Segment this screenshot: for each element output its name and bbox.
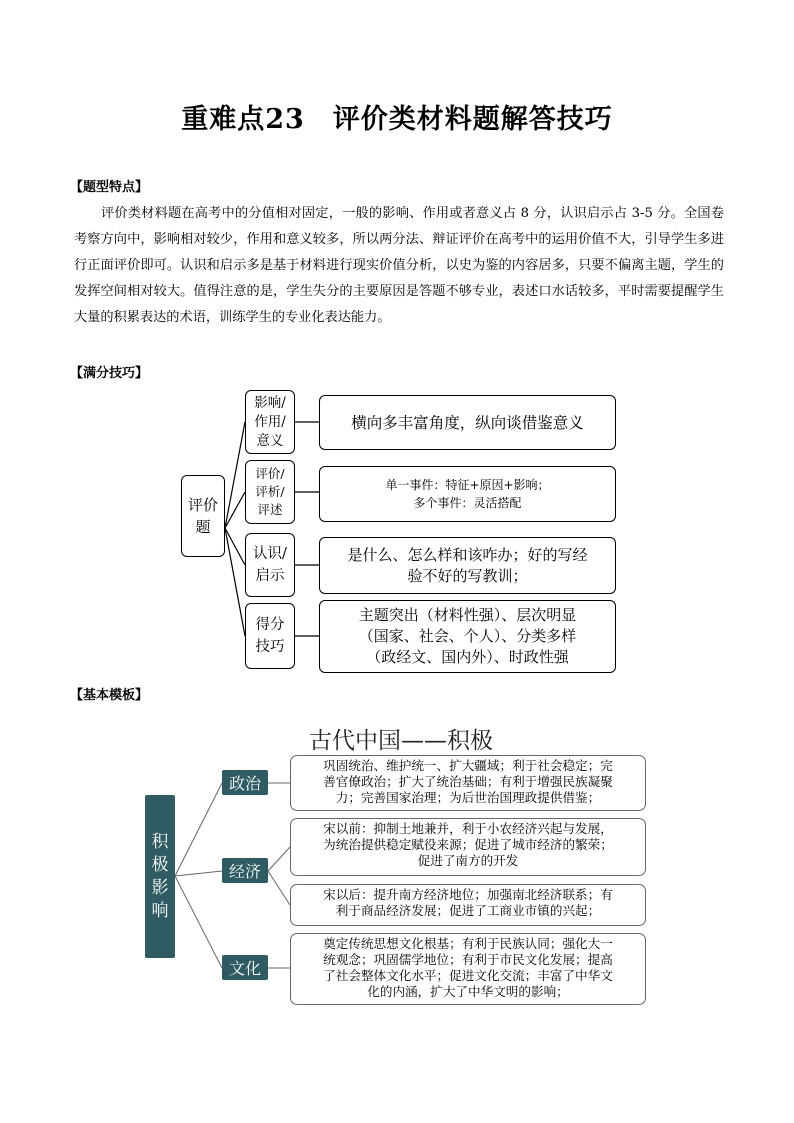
- leaf-line: （政经文、国内外）、时政性强: [366, 648, 569, 666]
- box-line: 力；完善国家治理；为后世治国理政提供借鉴；: [335, 790, 601, 805]
- box-line: 巩固统治、维护统一、扩大疆域；利于社会稳定；完: [323, 758, 613, 773]
- node-influence: [245, 390, 295, 454]
- root-char: 极: [151, 854, 169, 875]
- category-politics: 政治: [222, 770, 268, 795]
- root-char: 积: [151, 831, 169, 852]
- root-char: 响: [151, 900, 169, 921]
- economy-pre-song-box: [290, 818, 646, 876]
- node-line: 评述: [257, 502, 283, 517]
- category-economy: 经济: [222, 858, 268, 883]
- box-line: 为统治提供稳定赋役来源；促进了城市经济的繁荣；: [323, 837, 613, 852]
- page-title: 重难点23 评价类材料题解答技巧: [181, 104, 613, 135]
- node-line: 评价/: [255, 466, 285, 481]
- box-line: 了社会整体文化水平；促进文化交流；丰富了中华文: [323, 968, 613, 983]
- node-line: 技巧: [255, 639, 285, 655]
- leaf-line: 是什么、怎么样和该咋办；好的写经: [347, 545, 588, 564]
- section-heading-tips: 【满分技巧】: [70, 366, 149, 381]
- node-line: 评析/: [255, 484, 285, 499]
- box-line: 善官僚政治；扩大了统治基础；有利于增强民族凝聚: [323, 774, 613, 789]
- politics-box: [290, 755, 646, 811]
- box-line: 宋以前：抑制土地兼并，利于小农经济兴起与发展，: [323, 821, 613, 836]
- leaf-line: 单一事件：特征+原因+影响；: [385, 478, 550, 492]
- category-culture: 文化: [222, 955, 268, 980]
- leaf-line: 验不好的写教训；: [407, 566, 528, 585]
- leaf-line: 多个事件：灵活搭配: [413, 496, 522, 510]
- node-line: 影响/: [254, 394, 286, 411]
- diagram2-root: [145, 795, 175, 958]
- box-line: 奠定传统思想文化根基；有利于民族认同；强化大一: [323, 936, 613, 951]
- node-line: 认识/: [253, 546, 287, 562]
- economy-post-song-box: [290, 884, 646, 926]
- root-line: 评价: [187, 496, 218, 514]
- leaf-line: 主题突出（材料性强）、层次明显: [358, 606, 577, 624]
- box-line: 宋以后：提升南方经济地位；加强南北经济联系；有: [323, 887, 613, 902]
- root-char: 影: [151, 877, 169, 898]
- features-paragraph: 评价类材料题在高考中的分值相对固定，一般的影响、作用或者意义占 8 分，认识启示占 3-5 分。全国卷考察方向中，影响相对较少，作用和意义较多，所以两分法、辩证评价在高考中的运用价值不大，引导学生多进行正面评价即可。认识和启示多是基于材料进行现实价值分析，以史为鉴的内容居多，只要不偏离主题，学生的发挥空间相对较大。值得注意的是，学生失分的主要原因是答题不够专业，表述口水话较多，平时需要提醒学生大量的积累表达的术语，训练学生的专业化表达能力。: [74, 206, 724, 325]
- leaf-evaluation: [319, 466, 616, 522]
- node-line: 作用/: [254, 413, 286, 430]
- node-line: 得分: [255, 617, 285, 633]
- leaf-insight: [319, 537, 616, 594]
- box-line: 统观念；巩固儒学地位；有利于市民文化发展；提高: [323, 952, 613, 967]
- section-heading-template: 【基本模板】: [70, 688, 149, 703]
- diagram1-root: [181, 475, 225, 557]
- leaf-scoring: [319, 600, 616, 673]
- node-line: 启示: [255, 568, 285, 584]
- culture-box: [290, 933, 646, 1005]
- leaf-line: 横向多丰富角度，纵向谈借鉴意义: [351, 413, 584, 432]
- section-heading-features: 【题型特点】: [70, 180, 149, 195]
- node-scoring: [245, 603, 295, 669]
- template-diagram-title: 古代中国——积极: [309, 728, 493, 754]
- node-line: 意义: [256, 432, 284, 449]
- node-evaluation: [245, 460, 295, 524]
- box-line: 化的内涵，扩大了中华文明的影响；: [367, 984, 569, 999]
- box-line: 利于商品经济发展；促进了工商业市镇的兴起；: [335, 903, 601, 918]
- leaf-influence: [319, 395, 616, 450]
- box-line: 促进了南方的开发: [417, 853, 519, 868]
- root-line: 题: [195, 518, 211, 536]
- node-insight: [245, 533, 295, 597]
- leaf-line: （国家、社会、个人）、分类多样: [358, 627, 577, 645]
